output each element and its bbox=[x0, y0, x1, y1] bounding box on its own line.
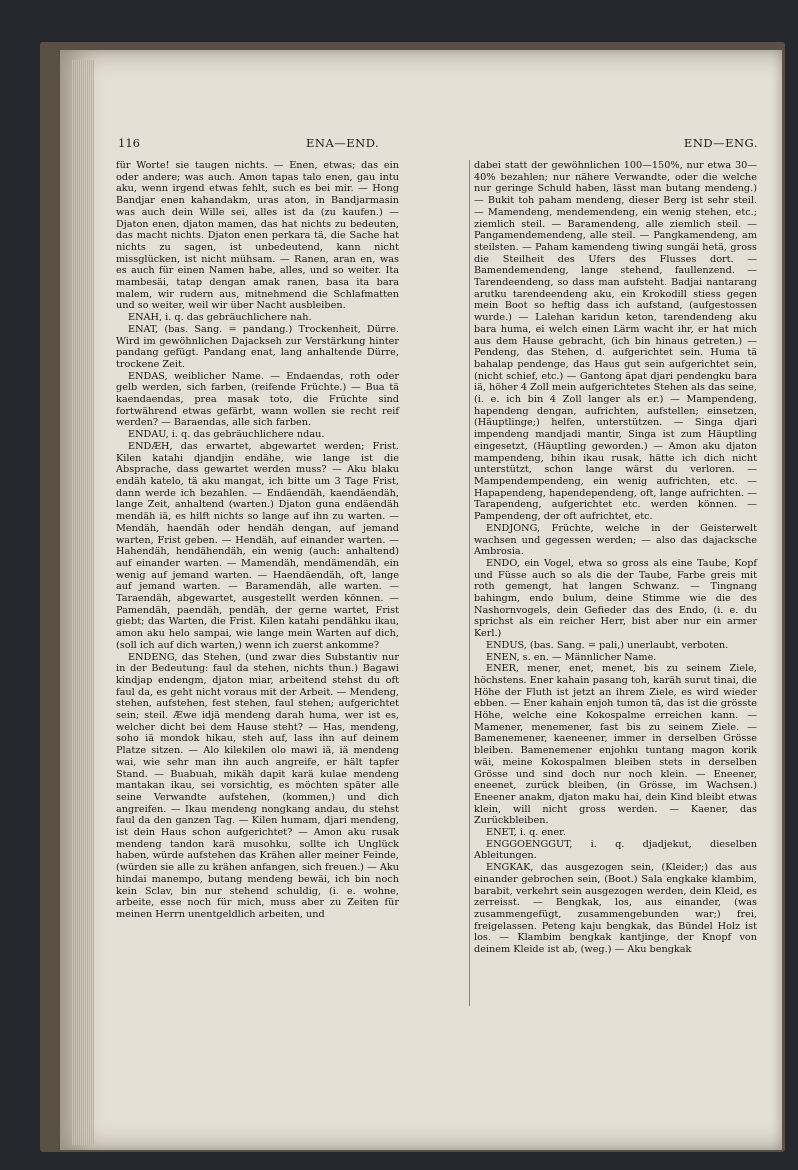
dictionary-entry: ENDÆH, das erwartet, abgewartet werden; Frist. Kilen katahi djandjin endähe, wie lange ist die Absprache, dass gewartet werden muss? — Aku blaku endäh katelo, tä aku mangat, ich bitte um 3 Tage Frist, dann werde ich bezahlen. — Endäendäh, kaendäendäh, lange Zeit, anhaltend (warten.) Djaton guna endäendäh mendäh iä, es hilft nichts so lange auf ihn zu warten. — Mendäh, haendäh oder hendäh dengan, auf jemand warten, Frist geben. — Hendäh, auf einander warten. — Hahendäh, hendähendäh, ein wenig (auch: anhaltend) auf einander warten. — Mamendäh, mendämendäh, ein wenig auf jemand warten. — Haendäendäh, oft, lange auf jemand warten. — Baramendäh, alle warten. — Taraendäh, abgewartet, ausgestellt werden können. — Pamendäh, paendäh, pendäh, der gerne wartet, Frist giebt; das Warten, die Frist. Kilen katahi pendähku ikau, amon aku helo sampai, wie lange mein Warten auf dich, (soll ich auf dich warten,) wenn ich zuerst ankomme? bbox=[116, 440, 399, 651]
page-stack-edge bbox=[72, 60, 94, 1145]
dictionary-entry: ENER, mener, enet, menet, bis zu seinem Ziele, höchstens. Ener kahain pasang toh, karäh surut tinai, die Höhe der Fluth ist jetzt an ihrem Ziele, es wird wieder ebben. — Ener kahain enjoh tumon tä, das ist die grösste Höhe, welche eine Kokospalme erreichen kann. — Mamener, menemener, fast bis zu seinem Ziele. — Bamenemener, kaeneener, immer in derselben Grösse bleiben. Bamenemener enjohku tuntang magon korik wäi, meine Kokospalmen bleiben stets in derselben Grösse und sind doch nur noch klein. — Eneener, eneenet, zurück bleiben, (in Grösse, im Wachsen.) Eneener anakm, djaton maku hai, dein Kind bleibt etwas klein, will nicht gross werden. — Kaener, das Zurückbleiben. bbox=[474, 663, 757, 827]
dictionary-entry: ENDJONG, Früchte, welche in der Geisterwelt wachsen und gegessen werden; — also das dajacksche Ambrosia. bbox=[474, 522, 757, 558]
dictionary-entry: ENDENG, das Stehen, (und zwar dies Substantiv nur in der Bedeutung: faul da stehen, nichts thun.) Bagawi kindjap endengm, djaton miar, arbeitend stehst du oft faul da, es geht nicht voraus mit der Arbeit. — Mendeng, stehen, aufstehen, fest stehen, faul stehen; aufgerichtet sein; steil. Æwe idjä mendeng darah huma, wer ist es, welcher dicht bei dem Hause steht? — Has, mendeng, soho iä mondok hikau, steh auf, lass ihn auf deinem Platze sitzen. — Alo kilekilen olo mawi iä, iä mendeng wai, wie sehr man ihn auch angreife, er hält tapfer Stand. — Buabuah, mikäh dapit karä kulae mendeng mantakan ikau, sei vorsichtig, es möchten später alle seine Verwandte aufstehen, (kommen,) und dich angreifen. — Ikau mendeng nongkang andau, du stehst faul da den ganzen Tag. — Kilen humam, djari mendeng, ist dein Haus schon aufgerichtet? — Amon aku rusak mendeng tandon karä musohku, sollte ich Unglück haben, würde aufstehen das Krähen aller meiner Feinde, (würden sie alle zu krähen anfangen, sich freuen.) — Aku hindai manempo, butang mendeng bewäi, ich bin noch kein Sclav, bin nur stehend schuldig, (i. e. wohne, arbeite, esse noch für mich, muss aber zu Zeiten für meinen Herrn unentgeldlich arbeiten, und bbox=[116, 651, 399, 920]
dictionary-entry: ENGKAK, das ausgezogen sein, (Kleider;) das aus einander gebrochen sein, (Boot.) Sala engkake klambim, barabit, verkehrt sein ausgezogen werden, dein Kleid, es zerreisst. — Bengkak, los, aus einander, (was zusammengefügt, zusammengebunden war;) frei, freigelassen. Peteng kaju bengkak, das Bündel Holz ist los. — Klambim bengkak kantjinge, der Knopf von deinem Kleide ist ab, (weg.) — Aku bengkak bbox=[474, 862, 757, 956]
page-number: 116 bbox=[118, 136, 140, 150]
dictionary-entry: für Worte! sie taugen nichts. — Enen, etwas; das ein oder andere; was auch. Amon tapas talo enen, gau intu aku, wenn irgend etwas fehlt, such es bei mir. — Hong Bandjar enen kahandakm, uras aton, in Bandjarmasin was auch dein Wille sei, alles ist da (zu kaufen.) — Djaton enen, djaton mamen, das hat nichts zu bedeuten, das macht nichts. Djaton enen perkara tä, die Sache hat nichts zu sagen, ist unbedeutend, kann nicht missglücken, ist nicht mühsam. — Ranen, aran en, was es auch für einen Namen habe, alles, und so weiter. Ita mambesäi, tatap dengan amak ranen, basa ita bara malem, wir rudern aus, mitnehmend die Schlafmatten und so weiter, weil wir über Nacht ausbleiben. bbox=[116, 160, 399, 312]
dictionary-entry: ENAT, (bas. Sang. = pandang.) Trockenheit, Dürre. Wird im gewöhnlichen Dajackseh zur Verstärkung hinter pandang gefügt. Pandang enat, lang anhaltende Dürre, trockene Zeit. bbox=[116, 323, 399, 370]
column-divider bbox=[469, 160, 470, 1006]
right-column bbox=[474, 160, 757, 956]
left-column bbox=[116, 160, 399, 921]
running-head-left: ENA—END. bbox=[306, 136, 380, 150]
dictionary-entry: ENET, i. q. ener. bbox=[486, 827, 566, 839]
dictionary-entry: ENAH, i. q. das gebräuchlichere nah. bbox=[128, 312, 312, 324]
dictionary-entry: ENDAS, weiblicher Name. — Endaendas, roth oder gelb werden, sich farben, (reifende Früchte.) — Bua tä kaendaendas, prea masak toto, die Früchte sind fortwährend etwas gefärbt, wann wollen sie recht reif werden? — Baraendas, alle sich farben. bbox=[116, 370, 399, 429]
dictionary-entry: ENGGOENGGUT, i. q. djadjekut, dieselben Ableitungen. bbox=[474, 838, 757, 862]
dictionary-entry: ENDAU, i. q. das gebräuchlichere ndau. bbox=[128, 429, 325, 441]
dictionary-entry: ENDO, ein Vogel, etwa so gross als eine Taube, Kopf und Füsse auch so als die der Taube, Farbe greis mit roth gemengt, hat langen Schwanz. — Tingnang bahingm, endo bulum, deine Stimme wie die des Nashornvogels, dein Gefieder das des Endo, (i. e. du sprichst als ein reicher Herr, bist aber nur ein armer Kerl.) bbox=[474, 557, 757, 640]
page-header bbox=[118, 136, 763, 152]
dictionary-entry: ENDUS, (bas. Sang. = pali,) unerlaubt, verboten. bbox=[486, 639, 729, 651]
running-head-right: END—ENG. bbox=[683, 136, 758, 150]
dictionary-entry: dabei statt der gewöhnlichen 100—150%, nur etwa 30—40% bezahlen; nur nähere Verwandte, oder die welche nur geringe Schuld haben, lässt man butang mendeng.) — Bukit toh paham mendeng, dieser Berg ist sehr steil. — Mamendeng, mendemendeng, ein wenig stehen, etc.; ziemlich steil. — Baramendeng, alle ziemlich steil. — Pangamendemendeng, alle steil. — Pangkamendeng, am steilsten. — Paham kamendeng tiwing sungäi hetä, gross die Steilheit des Ufers des Flusses dort. — Bamendemendeng, lange stehend, faullenzend. — Tarendeendeng, so dass man aufsteht. Badjai nantarang arutku tarendeendeng aku, ein Krokodill stiess gegen mein Boot so heftig dass ich aufstand, (aufgestossen wurde.) — Lalehan karidun keton, tarendendeng aku bara huma, ei welch einen Lärm wacht ihr, er hat mich aus dem Hause gebracht, (ich bin hinaus getreten.) — Pendeng, das Stehen, d. aufgerichtet sein. Huma tä bahalap pendenge, das Haus gut sein aufgerichtet sein, (nicht schief, etc.) — Gantong äpat djari pendengku bara iä, höher 4 Zoll mein aufgerichtetes Stehen als das seine, (i. e. ich bin 4 Zoll langer als er.) — Mampendeng, hapendeng dengan, aufrichten, aufstellen; einsetzen, (Häuptlinge;) helfen, unterstützen. — Singa djari impendeng mandjadi mantir, Singa ist zum Häuptling eingesetzt, (Häuptling geworden.) — Amon aku djaton mampendeng, bihin ikau rusak, hätte ich dich nicht unterstützt, schon lange wärst du verloren. — Mampendempendeng, ein wenig aufrichten, etc. — Hapapendeng, hapendependeng, oft, lange aufrichten. — Tarapendeng, aufgerichtet etc. werden können. — Pampendeng, der oft aufrichtet, etc. bbox=[474, 160, 757, 523]
dictionary-entry: ENEN, s. en. — Männlicher Name. bbox=[486, 651, 657, 663]
